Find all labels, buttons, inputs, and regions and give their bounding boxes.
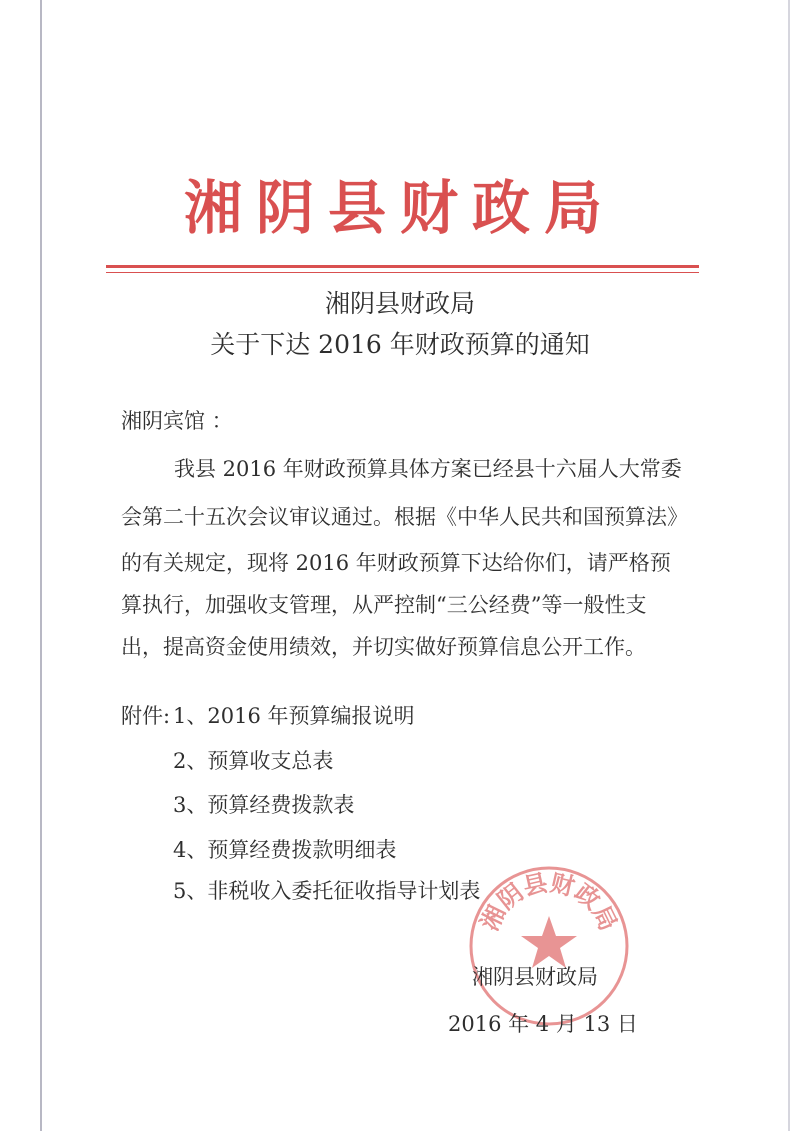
seal-arc-text: 湘阴县财政局	[475, 868, 623, 936]
attachment-item-3: 3、预算经费拨款表	[173, 793, 355, 817]
recipient: 湘阴宾馆 ：	[121, 409, 233, 433]
body-line-5: 出，提高资金使用绩效，并切实做好预算信息公开工作。	[121, 635, 646, 659]
letterhead-org-name: 湘阴县财政局	[183, 174, 616, 242]
signature-org: 湘阴县财政局	[472, 965, 598, 989]
letterhead-rule-thin	[106, 272, 699, 273]
page-left-edge	[40, 0, 42, 1131]
page-right-edge	[788, 0, 790, 1131]
attachments-label: 附件:	[121, 704, 171, 728]
notice-title-line1: 湘阴县财政局	[324, 289, 475, 318]
body-line-4: 算执行，加强收支管理，从严控制“三公经费”等一般性支	[121, 593, 647, 617]
signature-date: 2016 年 4 月 13 日	[448, 1012, 638, 1036]
notice-title-line2: 关于下达 2016 年财政预算的通知	[210, 330, 590, 359]
letterhead-rule-thick	[106, 265, 699, 268]
body-line-2: 会第二十五次会议审议通过。根据《中华人民共和国预算法》	[121, 505, 688, 529]
attachment-item-4: 4、预算经费拨款明细表	[173, 838, 397, 862]
official-seal	[467, 864, 631, 1028]
star-icon	[521, 916, 577, 968]
attachment-item-1: 1、2016 年预算编报说明	[173, 704, 415, 728]
body-line-1: 我县 2016 年财政预算具体方案已经县十六届人大常委	[174, 457, 682, 481]
attachment-item-2: 2、预算收支总表	[173, 749, 334, 773]
body-line-3: 的有关规定，现将 2016 年财政预算下达给你们，请严格预	[121, 551, 671, 575]
attachment-item-5: 5、非税收入委托征收指导计划表	[173, 879, 481, 903]
